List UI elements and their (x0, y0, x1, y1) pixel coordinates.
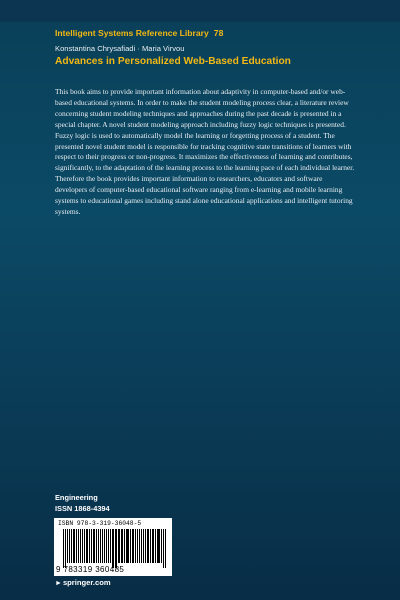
barcode-bar (130, 529, 131, 563)
barcode-bar (157, 529, 158, 563)
barcode-bar (147, 529, 149, 563)
publisher-link[interactable] (55, 578, 111, 587)
barcode-bar (112, 529, 114, 568)
barcode-bar (141, 529, 142, 563)
barcode-bar (78, 529, 80, 563)
barcode-bar (73, 529, 75, 563)
barcode-digits: 9 783319 360485 (56, 565, 125, 574)
barcode-bar (65, 529, 66, 568)
barcode-bar (115, 529, 117, 568)
abstract-text: This book aims to provide important information about adaptivity in computer-based and/or web-based educational systems. In order to make the student modeling process clear, a literature review concerning student modeling techniques and approaches during the past decade is presented in a special chapter. A novel student modeling approach including fuzzy logic techniques is presented. Fuzzy logic is used to automatically model the learning or forgetting process of a student. The presented novel student model is responsible for tracking cognitive state transitions of learners with respect to their progress or non-progress. It maximizes the effectiveness of learning and contributes, significantly, to the adaptation of the learning process to the learning pace of each individual learner. Therefore the book provides important information to researchers, educators and software developers of computer-based educational software ranging from e-learning and mobile learning systems to educational games including stand alone educational applications and intelligent tutoring systems. (55, 87, 355, 216)
barcode-bar (71, 529, 72, 563)
barcode-bar (161, 529, 162, 563)
barcode-bar (145, 529, 147, 563)
barcode-bar (76, 529, 77, 563)
subject-label: Engineering (55, 493, 98, 502)
series-number: 78 (213, 28, 224, 38)
barcode-bar (63, 529, 64, 568)
barcode-bar (139, 529, 141, 563)
barcode-bar (127, 529, 129, 563)
barcode-bar (82, 529, 83, 563)
barcode-bar (119, 529, 120, 563)
barcode-bar (121, 529, 123, 563)
barcode-bar (104, 529, 106, 563)
barcode-bar (155, 529, 156, 563)
barcode-bar (165, 529, 167, 568)
barcode-bar (98, 529, 99, 563)
barcode-bar (118, 529, 119, 563)
barcode-bar (137, 529, 138, 563)
barcode-bar (69, 529, 70, 563)
barcode-bar (158, 529, 160, 563)
book-title: Advances in Personalized Web-Based Education (55, 56, 291, 67)
arrow-icon: ► (55, 580, 62, 587)
barcode-bar (93, 529, 95, 563)
top-band (0, 0, 400, 22)
barcode-bar (84, 529, 86, 563)
barcode-bar (126, 529, 127, 563)
series-line (55, 28, 223, 38)
series-name: Intelligent Systems Reference Library (55, 28, 209, 38)
barcode-bar (96, 529, 97, 563)
barcode-bar (152, 529, 154, 563)
barcode-bar (67, 529, 69, 563)
barcode-bar (102, 529, 103, 563)
barcode (54, 518, 172, 576)
barcode-bar (110, 529, 111, 563)
issn-label: ISSN 1868-4394 (55, 504, 110, 513)
barcode-bar (143, 529, 144, 563)
barcode-bar (135, 529, 136, 563)
barcode-bar (106, 529, 107, 563)
authors: Konstantina Chrysafiadi · Maria Virvou (55, 44, 185, 53)
barcode-bar (100, 529, 102, 563)
barcode-bar (91, 529, 92, 563)
publisher-label: springer.com (62, 578, 111, 587)
barcode-bar (124, 529, 125, 563)
barcode-bar (132, 529, 134, 563)
barcode-bar (108, 529, 109, 563)
barcode-bars (63, 529, 167, 567)
barcode-bar (80, 529, 81, 563)
isbn-text: ISBN 978-3-319-36048-5 (58, 520, 142, 527)
barcode-bar (86, 529, 88, 563)
barcode-bar (89, 529, 90, 563)
barcode-bar (150, 529, 151, 563)
barcode-bar (163, 529, 164, 568)
